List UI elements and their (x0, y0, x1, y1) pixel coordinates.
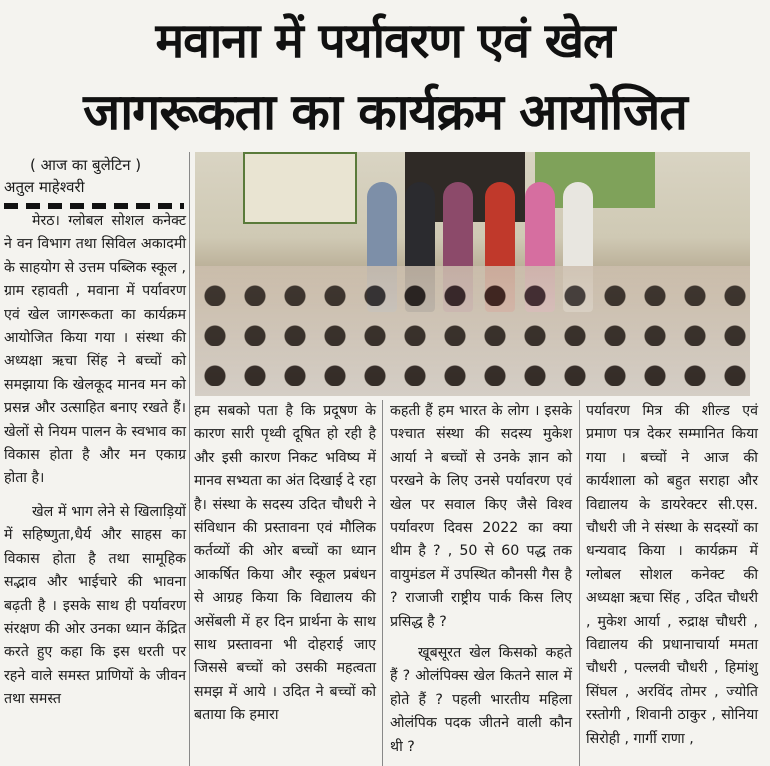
byline-source: ( आज का बुलेटिन ) (30, 156, 142, 174)
photo-banner-left (243, 152, 357, 224)
byline (4, 154, 189, 198)
headline-line-1: मवाना में पर्यावरण एवं खेल (155, 13, 615, 69)
article-column-2 (194, 400, 376, 728)
article-column-1 (4, 210, 186, 712)
headline-line-2: जागरूकता का कार्यक्रम आयोजित (83, 83, 687, 141)
article-paragraph: खूबसूरत खेल किसको कहते हैं ? ओलंपिक्स खेल कितने साल में होते हैं ? पहली भारतीय महिला ओलंपिक पदक जीतने वाली कौन थी ? (390, 645, 572, 755)
article-paragraph: कहती हैं हम भारत के लोग । इसके पश्चात संस्था की सदस्य मुकेश आर्या ने बच्चों से उनके ज्ञान को परखने के लिए उनसे पर्यावरण एवं खेल पर सवाल किए जैसे विश्व पर्यावरण दिवस 2022 का क्या थीम है ? , 50 से 60 पद्ध तक वायुमंडल में उपस्थित कौनसी गैस है ? राजाजी राष्ट्रीय पार्क किस लिए प्रसिद्ध है ? (390, 403, 572, 630)
article-paragraph: पर्यावरण मित्र की शील्ड एवं प्रमाण पत्र देकर सम्मानित किया गया । बच्चों ने आज की कार्यशाला को बहुत सराहा और विद्यालय के डायरेक्टर सी.एस. चौधरी जी ने संस्था के सदस्यों का धन्यवाद किया । कार्यक्रम में ग्लोबल सोशल कनेक्ट की अध्यक्षा ऋचा सिंह , उदित चौधरी , मुकेश आर्या , रुद्राक्ष चौधरी , विद्यालय की प्रधानाचार्या ममता चौधरी , पल्लवी चौधरी , हिमांशु सिंघल , अरविंद तोमर , ज्योति रस्तोगी , शिवानी ठाकुर , सोनिया सिरोही , गार्गी राणा , (586, 403, 758, 747)
event-photo (195, 152, 750, 396)
article-column-3 (390, 400, 572, 759)
article-paragraph: हम सबको पता है कि प्रदूषण के कारण सारी पृथ्वी दूषित हो रही है और इसी कारण निकट भविष्य में मानव सभ्यता का अंत दिखाई दे रहा है। संस्था के सदस्य उदित चौधरी ने संविधान की प्रस्तावना एवं मौलिक कर्तव्यों की ओर बच्चों का ध्यान आकर्षित किया और स्कूल प्रबंधन से आग्रह किया कि विद्यालय की असेंबली में हर दिन प्रार्थना के साथ साथ प्रस्तावना भी दोहराई जाए जिससे बच्चों को उसकी महत्वता समझ में आये । उदित ने बच्चों को बताया कि हमारा (194, 403, 376, 724)
article-paragraph: मेरठ। ग्लोबल सोशल कनेक्ट ने वन विभाग तथा सिविल अकादमी के साहयोग से उत्तम पब्लिक स्कूल , ग्राम रहावती , मवाना में पर्यावरण एवं खेल जागरूकता का कार्यक्रम आयोजित किया गया । संस्था की अध्यक्षा ऋचा सिंह ने बच्चों को समझाया कि खेलकूद मानव मन को प्रसन्न और उत्साहित बनाए रखते हैं। खेलों से नियम पालन के स्वभाव का विकास होता है और मन एकाग्र होता है। (4, 213, 187, 487)
article-column-4 (586, 400, 758, 751)
column-divider (189, 152, 190, 766)
dashed-divider (4, 203, 184, 209)
column-divider (579, 400, 580, 766)
byline-author: अतुल माहेश्वरी (4, 178, 85, 196)
article-paragraph: खेल में भाग लेने से खिलाड़ियों में सहिष्णुता,धैर्य और साहस का विकास होता है तथा सामूहिक सद्भाव और भाईचारे की भावना बढ़ती है । इसके साथ ही पर्यावरण संरक्षण की ओर उनका ध्यान केंद्रित करते हुए कहा कि इस धरती पर रहने वाले समस्त प्राणियों के जीवन तथा समस्त (4, 503, 186, 708)
photo-students (195, 266, 750, 396)
column-divider (382, 400, 383, 766)
